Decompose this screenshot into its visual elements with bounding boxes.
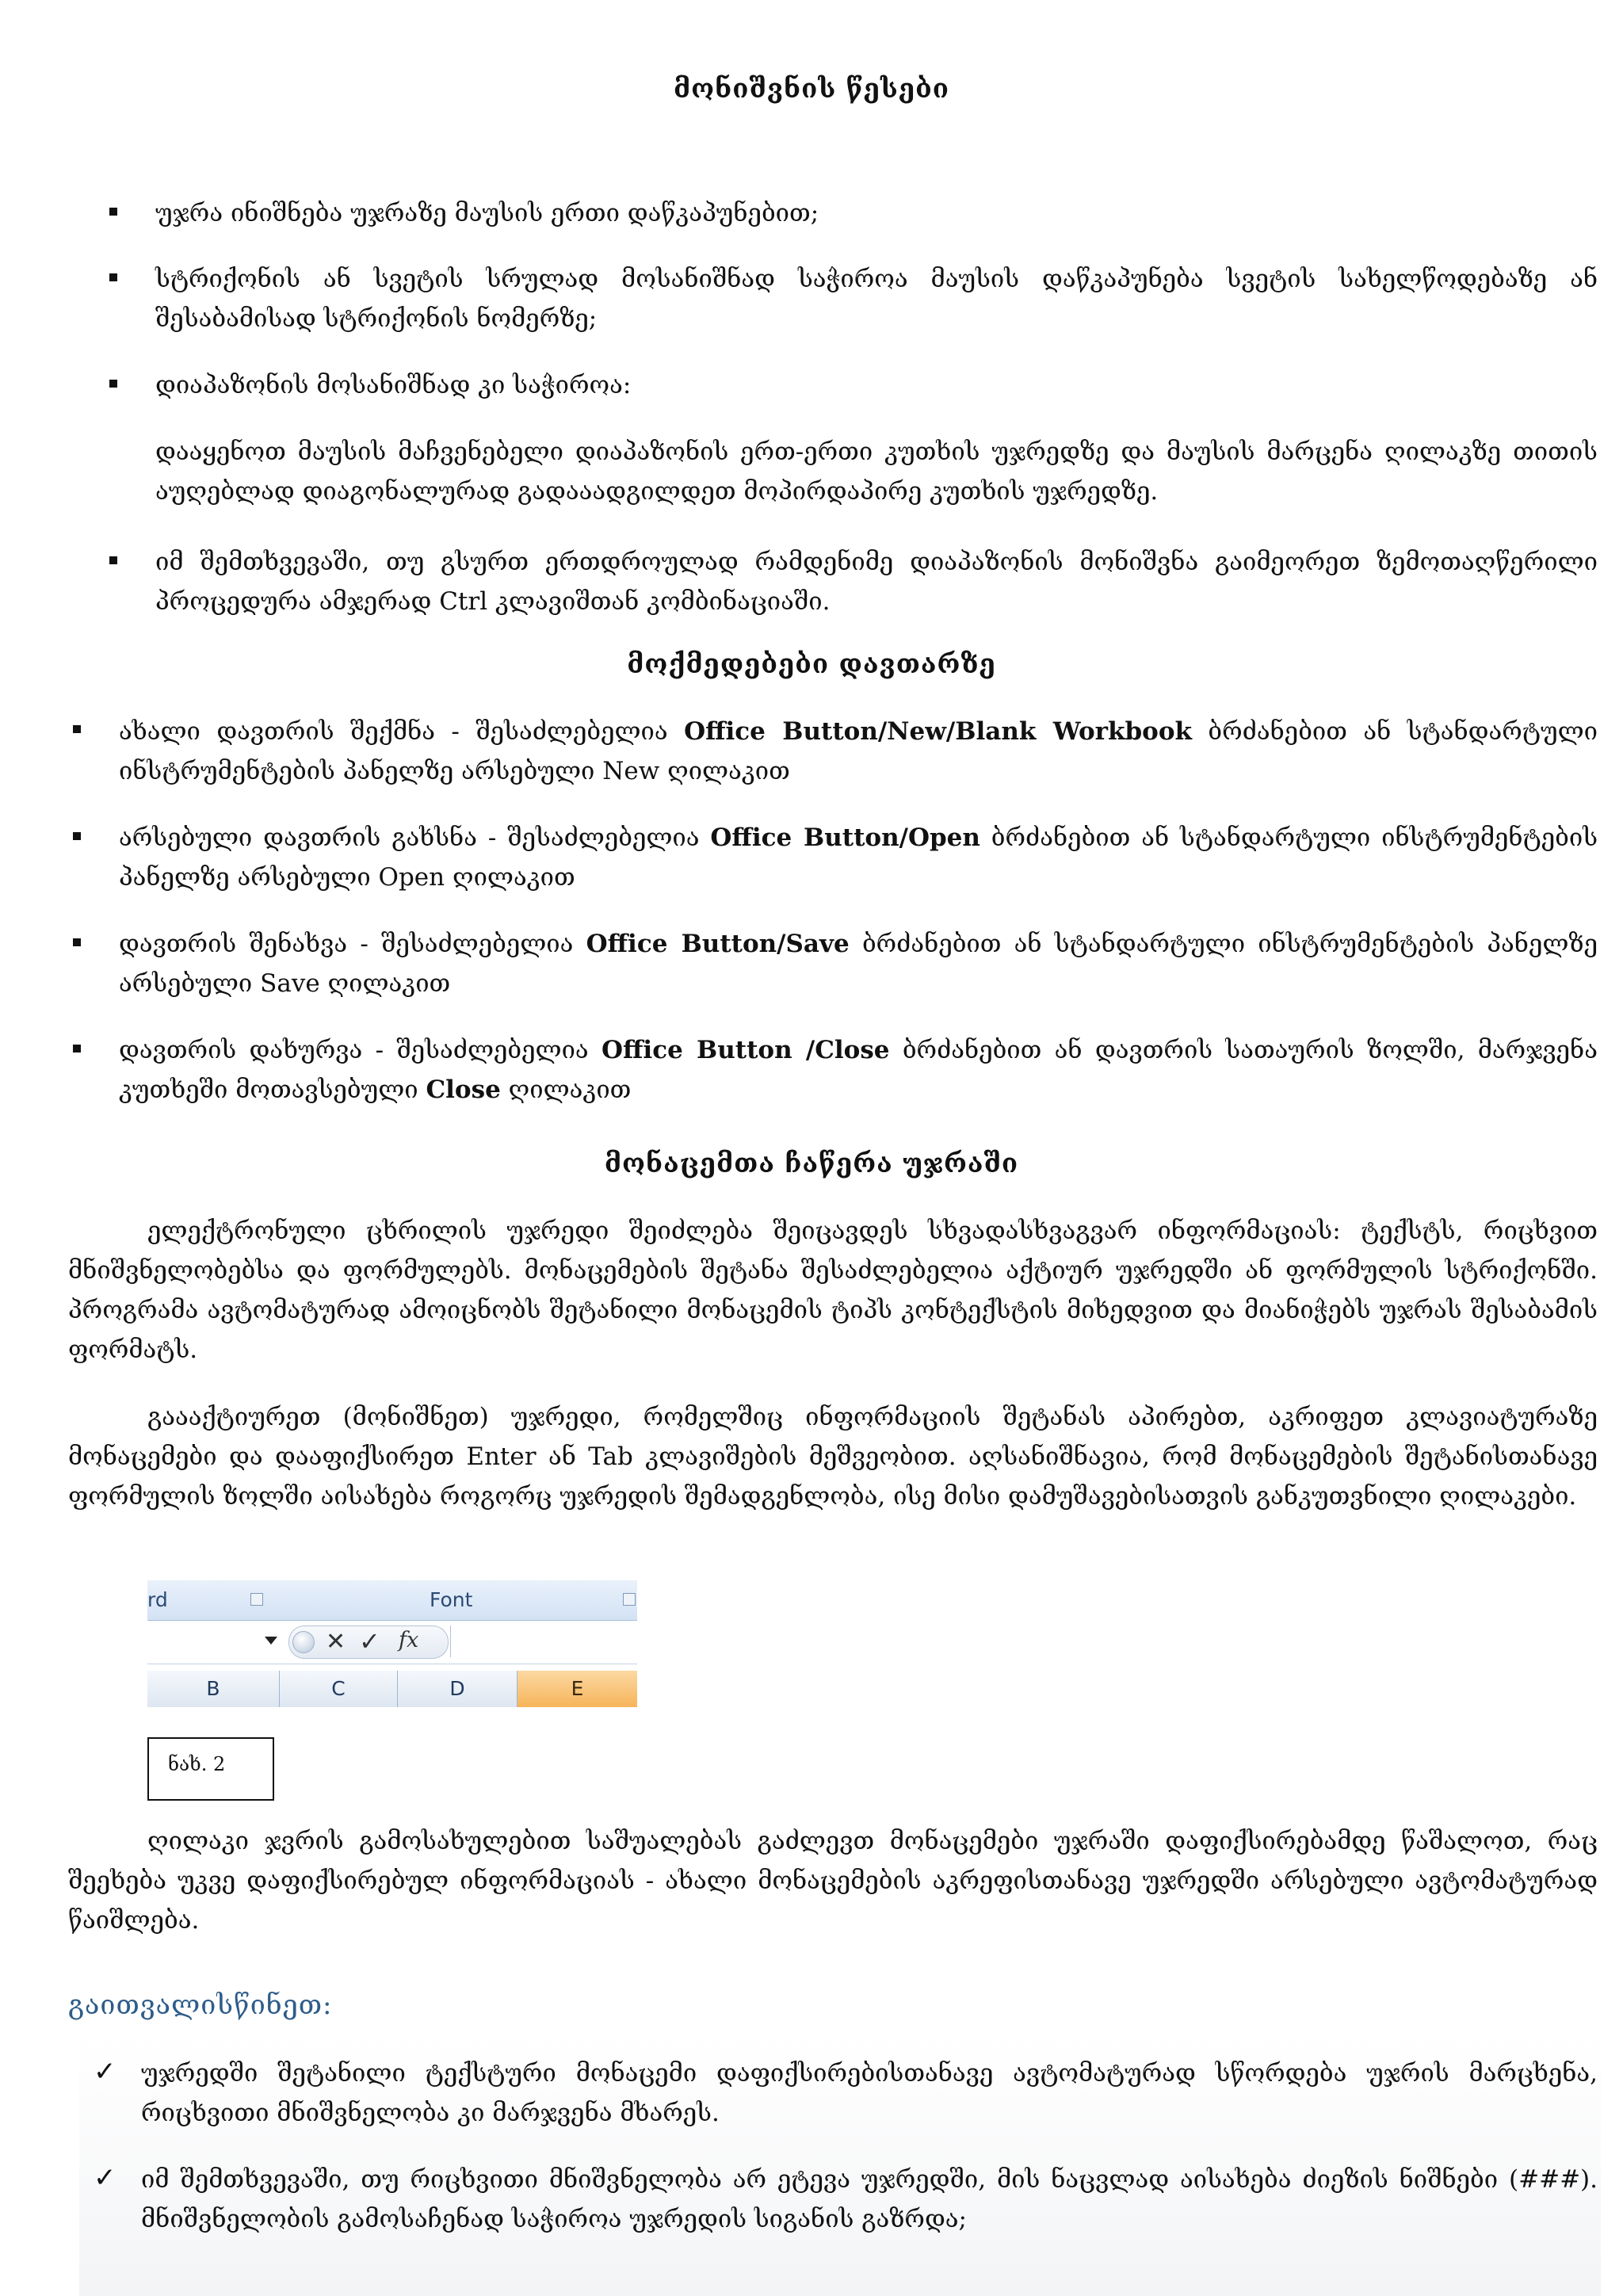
checkmark-icon: ✓ [94,2056,116,2088]
paragraph: ელექტრონული ცხრილის უჯრედი შეიძლება შეიცავდეს სხვადასხვაგვარ ინფორმაციას: ტექსტს, რიცხვით მნიშვნელობებსა და ფორმულებს. მონაცემების შეტანა შესაძლებელია აქტიურ უჯრედში ან ფორმულის სტრიქონში. პროგრამა ავტომატურად ამოიცნობს შეტანილი მონაცემის ტიპს კონტექსტის მიხედვით და მიანიჭებს უჯრას შესაბამის ფორმატს. [68,1217,1598,1364]
section-title-selection-rules: მონიშვნის წესები [674,73,949,104]
cancel-icon[interactable]: ✕ [326,1628,346,1656]
figure-caption: ნახ. 2 [168,1753,226,1775]
figure-caption-box [147,1737,274,1801]
bullet-marker [73,832,81,840]
column-headers [147,1671,637,1707]
list-item: უჯრა ინიშნება უჯრაზე მაუსის ერთი დაწკაპუნებით; [155,199,819,227]
bullet-marker [73,1045,81,1052]
list-item: დავთრის შენახვა - შესაძლებელია Office Button/Save ბრძანებით ან სტანდარტული ინსტრუმენტების პანელზე არსებული Save ღილაკით [119,930,1598,998]
paragraph: გაააქტიურეთ (მონიშნეთ) უჯრედი, რომელშიც ინფორმაციის შეტანას აპირებთ, აკრიფეთ კლავიატურაზე მონაცემები და დააფიქსირეთ Enter ან Tab კლავიშების მეშვეობით. აღსანიშნავია, რომ მონაცემების შეტანისთანავე ფორმულის ზოლში აისახება როგორც უჯრედის შემადგენლობა, ისე მისი დამუშავებისათვის განკუთვნილი ღილაკები. [68,1403,1598,1511]
dialog-launcher-icon[interactable] [250,1593,263,1606]
dialog-launcher-icon[interactable] [623,1593,636,1606]
list-item: დიაპაზონის მოსანიშნად კი საჭიროა: [155,371,632,399]
ribbon-group-bar [147,1580,637,1621]
column-header-b[interactable]: B [147,1671,280,1707]
list-item: დავთრის დახურვა - შესაძლებელია Office Button /Close ბრძანებით ან დავთრის სათაურის ზოლში, მარჯვენა კუთხეში მოთავსებული Close ღილაკით [119,1036,1598,1104]
bullet-marker [73,938,81,946]
enter-check-icon[interactable]: ✓ [359,1626,380,1656]
bullet-marker [73,725,81,733]
list-item: არსებული დავთრის გახსნა - შესაძლებელია Office Button/Open ბრძანებით ან სტანდარტული ინსტრუმენტების პანელზე არსებული Open ღილაკით [119,823,1598,892]
section-title-workbook-actions: მოქმედებები დავთარზე [627,648,996,679]
name-box-dropdown-icon[interactable] [265,1637,277,1645]
formula-bar [147,1621,637,1664]
range-instruction: დააყენოთ მაუსის მაჩვენებელი დიაპაზონის ერთ-ერთი კუთხის უჯრედზე და მაუსის მარცენა ღილაკზე თითის აუღებლად დიაგონალურად გადააადგილდეთ მოპირდაპირე კუთხის უჯრედზე. [155,437,1598,506]
ribbon-group-font-label: Font [430,1588,473,1611]
note-item: იმ შემთხვევაში, თუ რიცხვითი მნიშვნელობა არ ეტევა უჯრედში, მის ნაცვლად აისახება ძიეზის ნიშნები (###). მნიშვნელობის გამოსაჩენად საჭიროა უჯრედის სიგანის გაზრდა; [141,2165,1598,2233]
column-header-e[interactable]: E [517,1671,637,1707]
expand-handle-icon[interactable] [292,1631,315,1653]
list-item: სტრიქონის ან სვეტის სრულად მოსანიშნად საჭიროა მაუსის დაწკაპუნება სვეტის სახელწოდებაზე ან შესაბამისად სტრიქონის ნომერზე; [155,265,1598,333]
paragraph: ღილაკი ჯვრის გამოსახულებით საშუალებას გაძლევთ მონაცემები უჯრაში დაფიქსირებამდე წაშალოთ, რაც შეეხება უკვე დაფიქსირებულ ინფორმაციას - ახალი მონაცემების აკრეფისთანავე უჯრედში არსებული ავტომატურად წაიშლება. [68,1827,1598,1935]
insert-function-icon[interactable]: fx [399,1628,419,1652]
section-title-data-entry: მონაცემთა ჩაწერა უჯრაში [604,1148,1019,1179]
bullet-marker [109,556,117,564]
notes-title: გაითვალისწინეთ: [68,1989,333,2021]
checkmark-icon: ✓ [94,2162,116,2194]
list-item: იმ შემთხვევაში, თუ გსურთ ერთდროულად რამდენიმე დიაპაზონის მონიშვნა გაიმეორეთ ზემოთაღწერილი პროცედურა ამჯერად Ctrl კლავიშთან კომბინაციაში. [155,548,1598,616]
ribbon-group-clipboard-label: rd [147,1588,168,1611]
column-header-d[interactable]: D [398,1671,517,1707]
note-item: უჯრედში შეტანილი ტექსტური მონაცემი დაფიქსირებისთანავე ავტომატურად სწორდება უჯრის მარცხენა, რიცხვითი მნიშვნელობა კი მარჯვენა მხარეს. [141,2059,1598,2127]
formula-buttons [288,1626,449,1659]
excel-formula-bar-figure [147,1580,637,1715]
formula-input[interactable] [450,1626,637,1657]
bullet-marker [109,208,117,216]
bullet-marker [109,273,117,281]
list-item: ახალი დავთრის შექმნა - შესაძლებელია Office Button/New/Blank Workbook ბრძანებით ან სტანდარტული ინსტრუმენტების პანელზე არსებული New ღილაკით [119,717,1598,785]
bullet-marker [109,380,117,388]
column-header-c[interactable]: C [280,1671,398,1707]
